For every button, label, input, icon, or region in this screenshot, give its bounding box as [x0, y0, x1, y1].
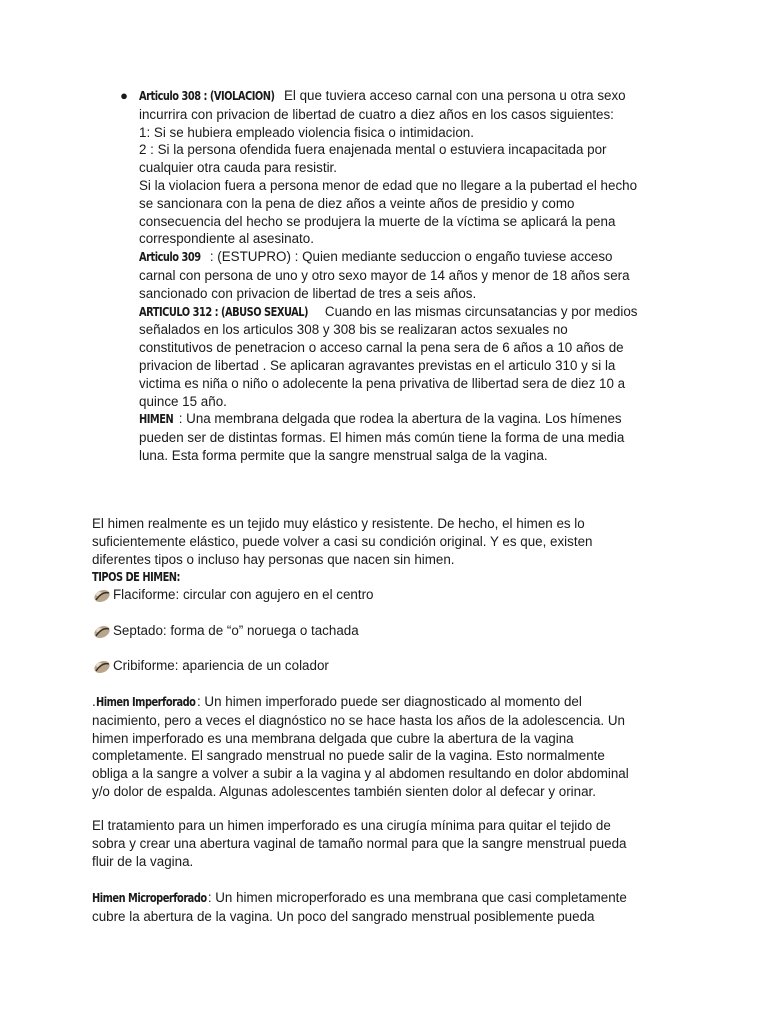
article-309-line: carnal con persona de uno y otro sexo mayor de 14 años y menor de 18 años sera — [139, 267, 630, 283]
article-312-first-line — [139, 303, 679, 322]
article-308-first-line — [139, 87, 679, 106]
bullet-image-icon — [92, 658, 112, 674]
article-308-line: consecuencia del hecho se produjera la muerte de la víctima se aplicará la pena — [139, 213, 616, 229]
article-309-text: : (ESTUPRO) : Quien mediante seduccion o engaño tuviese acceso — [206, 249, 613, 265]
himen-heading: HIMEN — [139, 412, 174, 427]
himen-text: : Una membrana delgada que rodea la abertura de la vagina. Los hímenes — [178, 411, 622, 427]
tipos-heading-text: TIPOS DE HIMEN: — [92, 570, 180, 585]
microperforado-text: : Un himen microperforado es una membrana que casi completamente — [207, 890, 627, 905]
article-312-line: constitutivos de penetracion o acceso carnal la pena sera de 6 años a 10 años de — [139, 340, 624, 356]
article-308-line: incurrira con privacion de libertad de cuatro a diez años en los casos siguientes: — [139, 106, 614, 122]
imperforado-line: nacimiento, pero a veces el diagnóstico no se hace hasta los años de la adolescencia. Un — [92, 712, 625, 728]
article-308-line: correspondiente al asesinato. — [139, 231, 314, 247]
article-312-line: señalados en los articulos 308 y 308 bis se realizaran actos sexuales no — [139, 322, 568, 338]
article-309-heading: Articulo 309 — [139, 250, 201, 265]
article-309-line: sancionado con privacion de libertad de tres a seis años. — [139, 285, 477, 301]
article-308-heading: Articulo 308 : (VIOLACION) — [139, 89, 275, 103]
tipo-septado: Septado: forma de “o” noruega o tachada — [113, 622, 359, 638]
list-bullet: ● — [120, 88, 128, 103]
himen-first-line — [139, 410, 679, 429]
tipos-list — [92, 586, 682, 675]
tratamiento-line: sobra y crear una abertura vaginal de tamaño normal para que la sangre menstrual pueda — [92, 835, 627, 851]
article-308-line: 1: Si se hubiera empleado violencia fisica o intimidacion. — [139, 124, 474, 140]
article-312-line: victima es niña o niño o adolecente la pena privativa de llibertad sera de diez 10 a — [139, 375, 626, 391]
intro-line: suficientemente elástico, puede volver a casi su condición original. Y es que, existen — [92, 533, 593, 549]
intro-line: diferentes tipos o incluso hay personas que nacen sin himen. — [92, 551, 455, 567]
imperforado-line: obliga a la sangre a volver a subir a la vagina y al abdomen resultando en dolor abdominal — [92, 766, 629, 782]
article-308-text: El que tuviera acceso carnal con una persona u otra sexo — [280, 88, 626, 103]
microperforado-paragraph — [92, 889, 682, 926]
article-312-heading: ARTICULO 312 : (ABUSO SEXUAL) — [139, 304, 309, 319]
article-308-line: Si la violacion fuera a persona menor de edad que no llegare a la pubertad el hecho — [139, 177, 638, 193]
list-item — [92, 586, 682, 604]
list-item — [92, 622, 682, 640]
microperforado-line: cubre la abertura de la vagina. Un poco del sangrado menstrual posiblemente pueda — [92, 908, 595, 924]
himen-line: luna. Esta forma permite que la sangre menstrual salga de la vagina. — [139, 447, 548, 463]
article-312-line: privacion de libertad . Se aplicaran agravantes previstas en el articulo 310 y si la — [139, 357, 616, 373]
imperforado-first-line — [92, 693, 682, 712]
imperforado-prefix: . — [92, 694, 96, 709]
articles-list-item — [139, 87, 679, 465]
article-312-line: quince 15 año. — [139, 393, 227, 409]
tratamiento-line: El tratamiento para un himen imperforado es una cirugía mínima para quitar el tejido de — [92, 818, 611, 833]
article-308-line: se sancionara con la pena de diez años a veinte años de presidio y como — [139, 195, 575, 211]
intro-line: El himen realmente es un tejido muy elástico y resistente. De hecho, el himen es lo — [92, 516, 585, 531]
tratamiento-paragraph — [92, 817, 682, 870]
microperforado-first-line — [92, 889, 682, 908]
intro-paragraph — [92, 515, 682, 587]
microperforado-heading: Himen Microperforado — [92, 891, 207, 905]
article-308-line: cualquier otra cauda para resistir. — [139, 160, 337, 176]
article-308-line: 2 : Si la persona ofendida fuera enajenada mental o estuviera incapacitada por — [139, 142, 607, 158]
bullet-image-icon — [92, 587, 112, 603]
bullet-image-icon — [92, 623, 112, 639]
tipo-flaciforme: Flaciforme: circular con agujero en el centro — [113, 587, 374, 603]
list-item — [92, 657, 682, 675]
imperforado-line: y/o dolor de espalda. Algunas adolescentes también sienten dolor al defecar y orinar. — [92, 783, 596, 799]
imperforado-paragraph — [92, 693, 682, 801]
imperforado-heading: Himen Imperforado — [95, 695, 196, 709]
article-312-text: Cuando en las mismas circunsatancias y por medios — [321, 303, 638, 319]
tipos-heading — [92, 568, 682, 587]
tratamiento-line: fluir de la vagina. — [92, 853, 194, 869]
himen-line: pueden ser de distintas formas. El himen más común tiene la forma de una media — [139, 430, 625, 446]
tipo-cribiforme: Cribiforme: apariencia de un colador — [113, 658, 329, 674]
article-309-first-line — [139, 248, 679, 267]
imperforado-line: completamente. El sangrado menstrual no puede salir de la vagina. Esto normalmente — [92, 748, 605, 764]
imperforado-line: himen imperforado es una membrana delgada que cubre la abertura de la vagina — [92, 730, 574, 746]
imperforado-text: : Un himen imperforado puede ser diagnosticado al momento del — [196, 694, 582, 709]
